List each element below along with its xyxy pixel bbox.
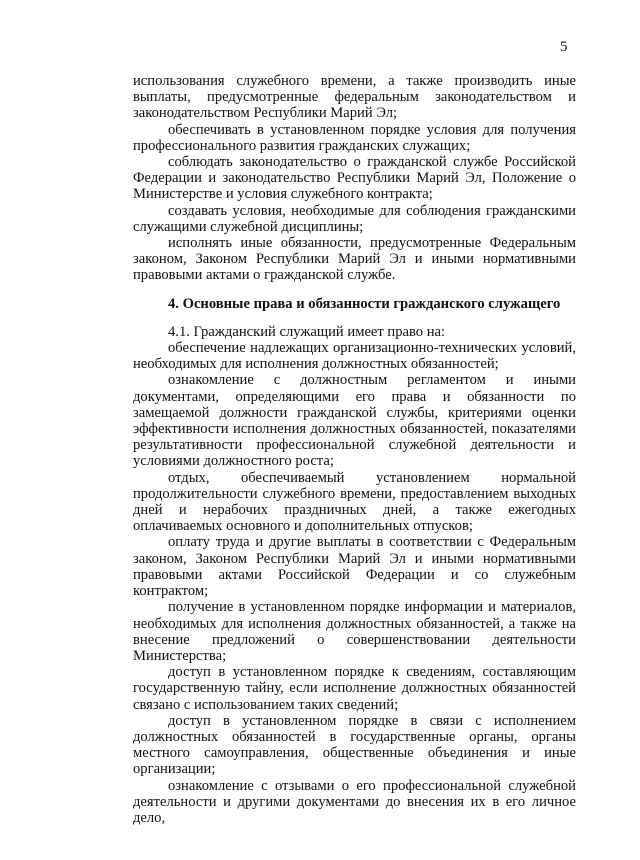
list-item: отдых, обеспечиваемый установлением нормальной продолжительности служебного времени, предоставлением выходных дней и нерабочих праздничных дней, а также ежегодных оплачиваемых основного и дополнительных отпусков; [133,469,576,535]
paragraph-duty: создавать условия, необходимые для соблюдения гражданскими служащими служебной дисциплины; [133,202,576,235]
section-heading: 4. Основные права и обязанности гражданского служащего [168,295,561,312]
section-lead: 4.1. Гражданский служащий имеет право на: [168,323,446,340]
paragraph-duty: соблюдать законодательство о гражданской службе Российской Федерации и законодательство Республики Марий Эл, Положение о Министерстве и условия служебного контракта; [133,154,576,203]
page-number: 5 [560,39,568,55]
list-item: обеспечение надлежащих организационно-технических условий, необходимых для исполнения должностных обязанностей; [133,340,576,373]
list-item: получение в установленном порядке информации и материалов, необходимых для исполнения должностных обязанностей, а также на внесение предложений о совершенствовании деятельности Министерства; [133,599,576,664]
list-item: ознакомление с отзывами о его профессиональной служебной деятельности и другими документами до внесения их в его личное дело, [133,777,576,826]
paragraph-duty: исполнять иные обязанности, предусмотренные Федеральным законом, Законом Республики Марий Эл и иными нормативными правовыми актами о гражданской службе. [133,235,576,284]
list-item: доступ в установленном порядке в связи с исполнением должностных обязанностей в государственные органы, органы местного самоуправления, общественные объединения и иные организации; [133,712,576,778]
document-body [133,73,576,826]
paragraph-duty: обеспечивать в установленном порядке условия для получения профессионального развития гражданских служащих; [133,121,576,154]
paragraph-continuation: использования служебного времени, а также производить иные выплаты, предусмотренные федеральным законодательством и законодательством Республики Марий Эл; [133,73,576,122]
list-item: ознакомление с должностным регламентом и иными документами, определяющими его права и обязанности по замещаемой должности гражданской службы, критериями оценки эффективности исполнения должностных обязанностей, показателями результативности профессиональной служебной деятельности и условиями должностного роста; [133,372,576,470]
list-item: доступ в установленном порядке к сведениям, составляющим государственную тайну, если исполнение должностных обязанностей связано с использованием таких сведений; [133,664,576,713]
list-item: оплату труда и другие выплаты в соответствии с Федеральным законом, Законом Республики Марий Эл и иными нормативными правовыми актами Российской Федерации и со служебным контрактом; [133,534,576,600]
